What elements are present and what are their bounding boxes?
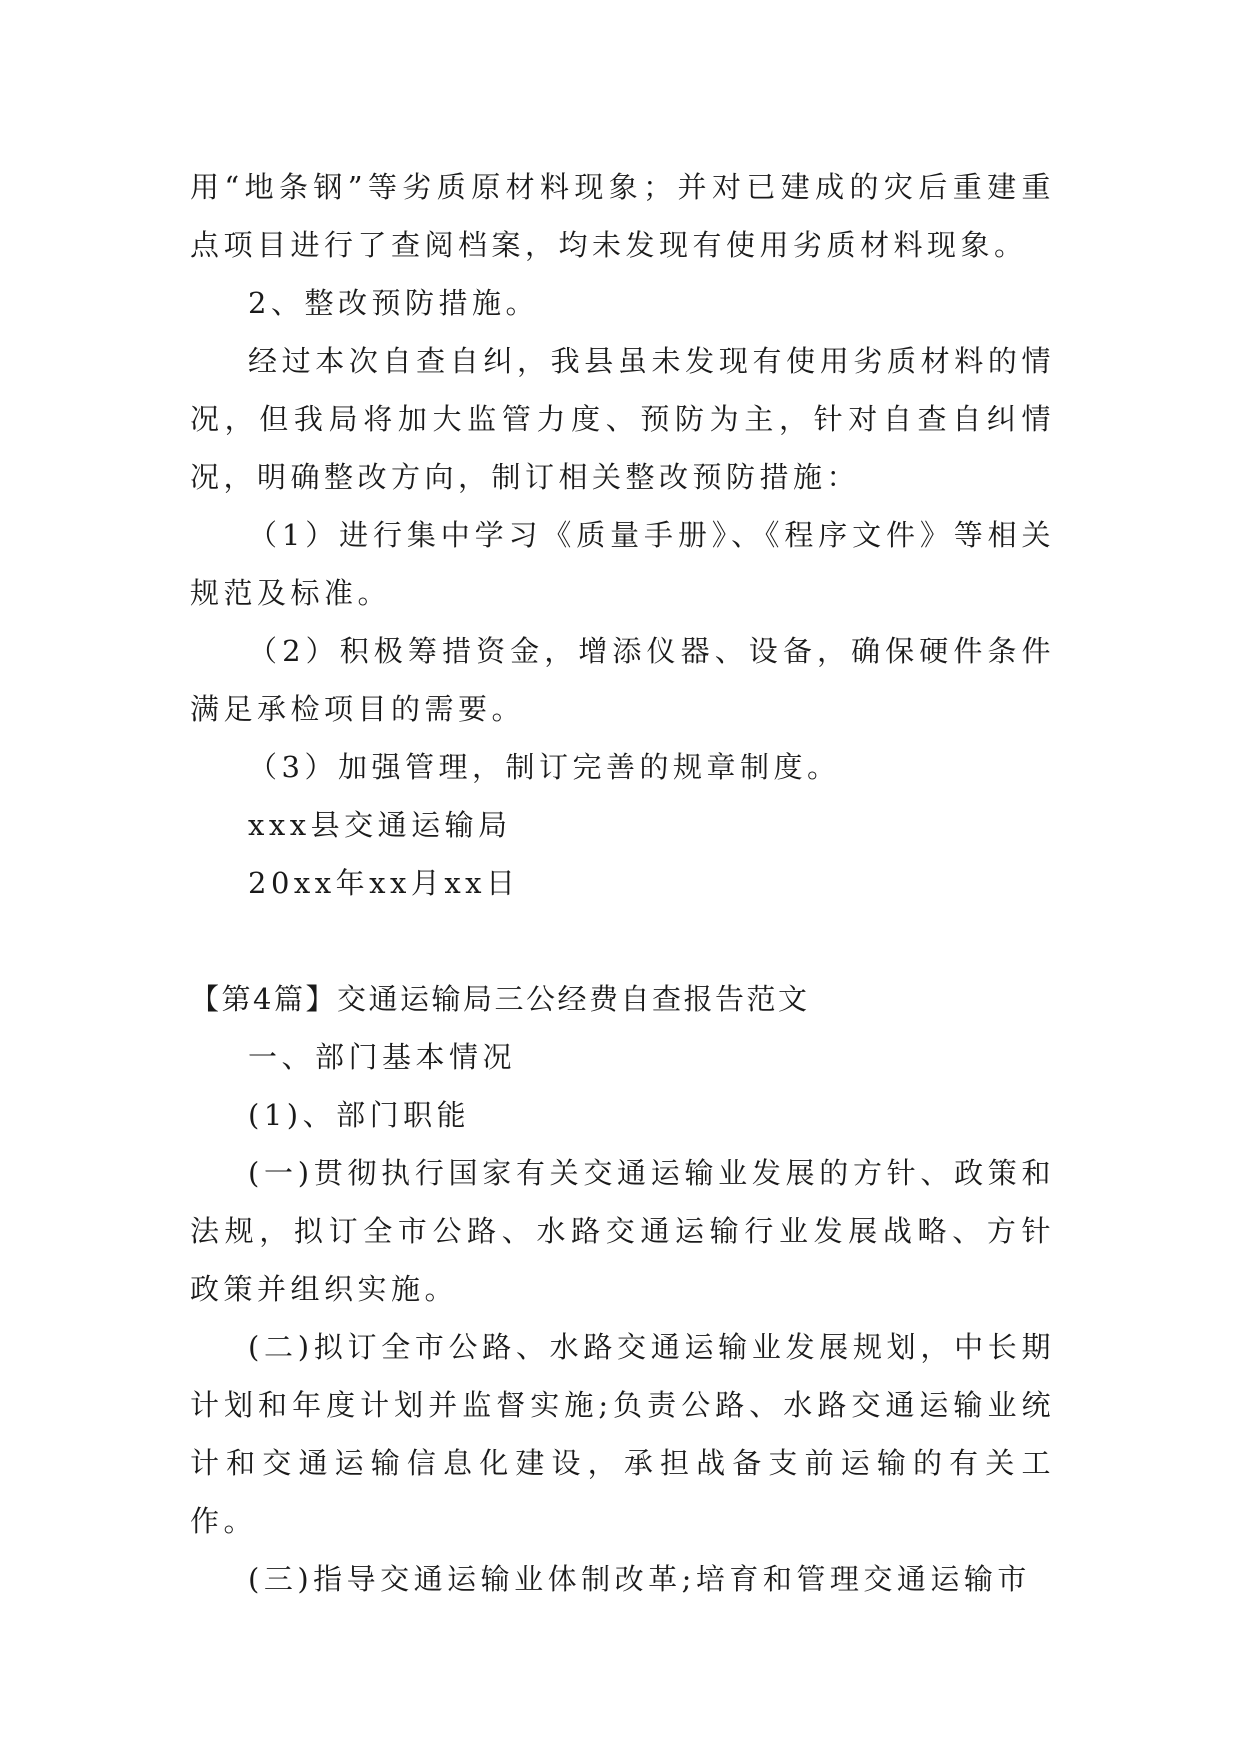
- paragraph-function-3: (三)指导交通运输业体制改革;培育和管理交通运输市: [248, 1562, 1031, 1596]
- paragraph-inspection-result: 用“地条钢”等劣质原材料现象；并对已建成的灾后重建重点项目进行了查阅档案，均未发现有使用劣质材料现象。: [190, 170, 1055, 262]
- section-gap: [190, 912, 1055, 970]
- article-title: 【第4篇】交通运输局三公经费自查报告范文: [190, 982, 810, 1016]
- paragraph-measure-2: （2）积极筹措资金，增添仪器、设备，确保硬件条件满足承检项目的需要。: [190, 634, 1055, 726]
- paragraph-department-functions: (1)、部门职能: [248, 1098, 471, 1132]
- paragraph-measure-3: （3）加强管理，制订完善的规章制度。: [248, 750, 841, 784]
- signature-organization: xxx县交通运输局: [248, 808, 512, 842]
- paragraph-section-heading-rectification: 2、整改预防措施。: [248, 286, 539, 320]
- signature-date: 20xx年xx月xx日: [248, 866, 520, 900]
- paragraph-self-inspection-summary: 经过本次自查自纠，我县虽未发现有使用劣质材料的情况，但我局将加大监管力度、预防为主，针对自查自纠情况，明确整改方向，制订相关整改预防措施：: [190, 344, 1055, 494]
- document-body: [190, 158, 1055, 1608]
- paragraph-function-2: (二)拟订全市公路、水路交通运输业发展规划，中长期计划和年度计划并监督实施;负责公路、水路交通运输业统计和交通运输信息化建设，承担战备支前运输的有关工作。: [190, 1330, 1055, 1538]
- paragraph-function-1: (一)贯彻执行国家有关交通运输业发展的方针、政策和法规，拟订全市公路、水路交通运输行业发展战略、方针政策并组织实施。: [190, 1156, 1055, 1306]
- paragraph-measure-1: （1）进行集中学习《质量手册》、《程序文件》等相关规范及标准。: [190, 518, 1055, 610]
- paragraph-department-overview: 一、部门基本情况: [248, 1040, 517, 1074]
